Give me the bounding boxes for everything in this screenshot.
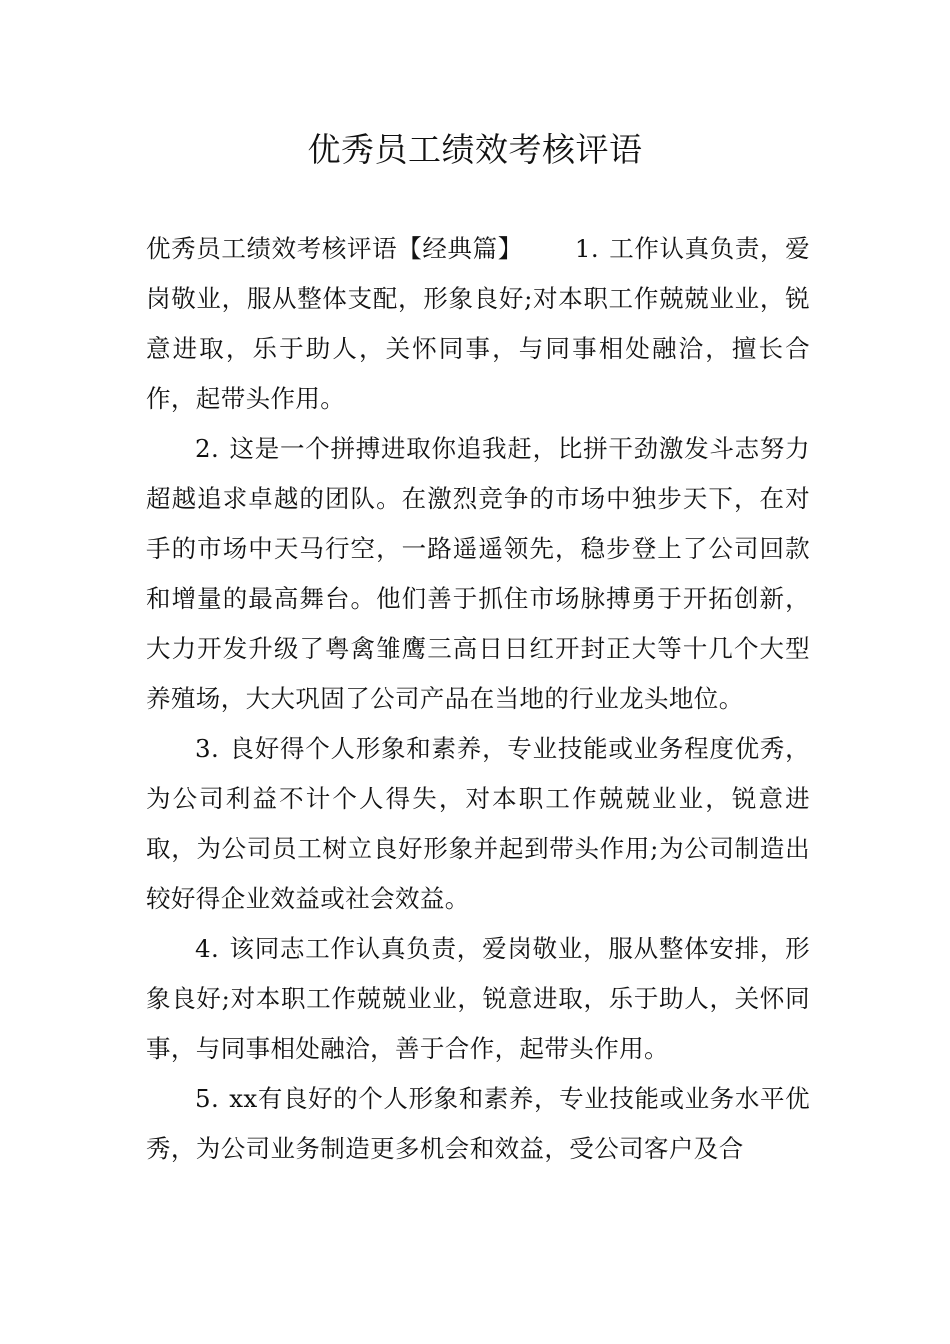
item-text-4: 该同志工作认真负责，爱岗敬业，服从整体安排，形象良好;对本职工作兢兢业业，锐意进取，乐于助人，关怀同事，与同事相处融洽，善于合作，起带头作用。: [146, 934, 810, 1063]
item-text-5: xx有良好的个人形象和素养，专业技能或业务水平优秀，为公司业务制造更多机会和效益，受公司客户及合: [146, 1084, 810, 1163]
item-text-1: 工作认真负责，爱岗敬业，服从整体支配，形象良好;对本职工作兢兢业业，锐意进取，乐于助人，关怀同事，与同事相处融洽，擅长合作，起带头作用。: [146, 234, 811, 413]
item-number-2: 2.: [195, 434, 220, 463]
item-number-3: 3.: [195, 734, 220, 763]
list-item: [146, 724, 810, 924]
list-item: [146, 924, 810, 1074]
document-body: [146, 224, 810, 1174]
item-number-5: 5.: [195, 1084, 220, 1113]
intro-heading: 优秀员工绩效考核评语【经典篇】: [146, 234, 523, 263]
document-title: 优秀员工绩效考核评语: [307, 130, 643, 169]
list-item: [146, 1074, 810, 1174]
item-number-4: 4.: [195, 934, 220, 963]
intro-paragraph: [146, 224, 810, 424]
item-text-2: 这是一个拼搏进取你追我赶，比拼干劲激发斗志努力超越追求卓越的团队。在激烈竞争的市场中独步天下，在对手的市场中天马行空，一路遥遥领先，稳步登上了公司回款和增量的最高舞台。他们善于抓住市场脉搏勇于开拓创新，大力开发升级了粤禽雏鹰三高日日红开封正大等十几个大型养殖场，大大巩固了公司产品在当地的行业龙头地位。: [146, 434, 810, 713]
item-number-1: 1.: [574, 234, 600, 263]
item-text-3: 良好得个人形象和素养，专业技能或业务程度优秀，为公司利益不计个人得失，对本职工作兢兢业业，锐意进取，为公司员工树立良好形象并起到带头作用;为公司制造出较好得企业效益或社会效益。: [146, 734, 810, 913]
list-item: [146, 424, 810, 724]
